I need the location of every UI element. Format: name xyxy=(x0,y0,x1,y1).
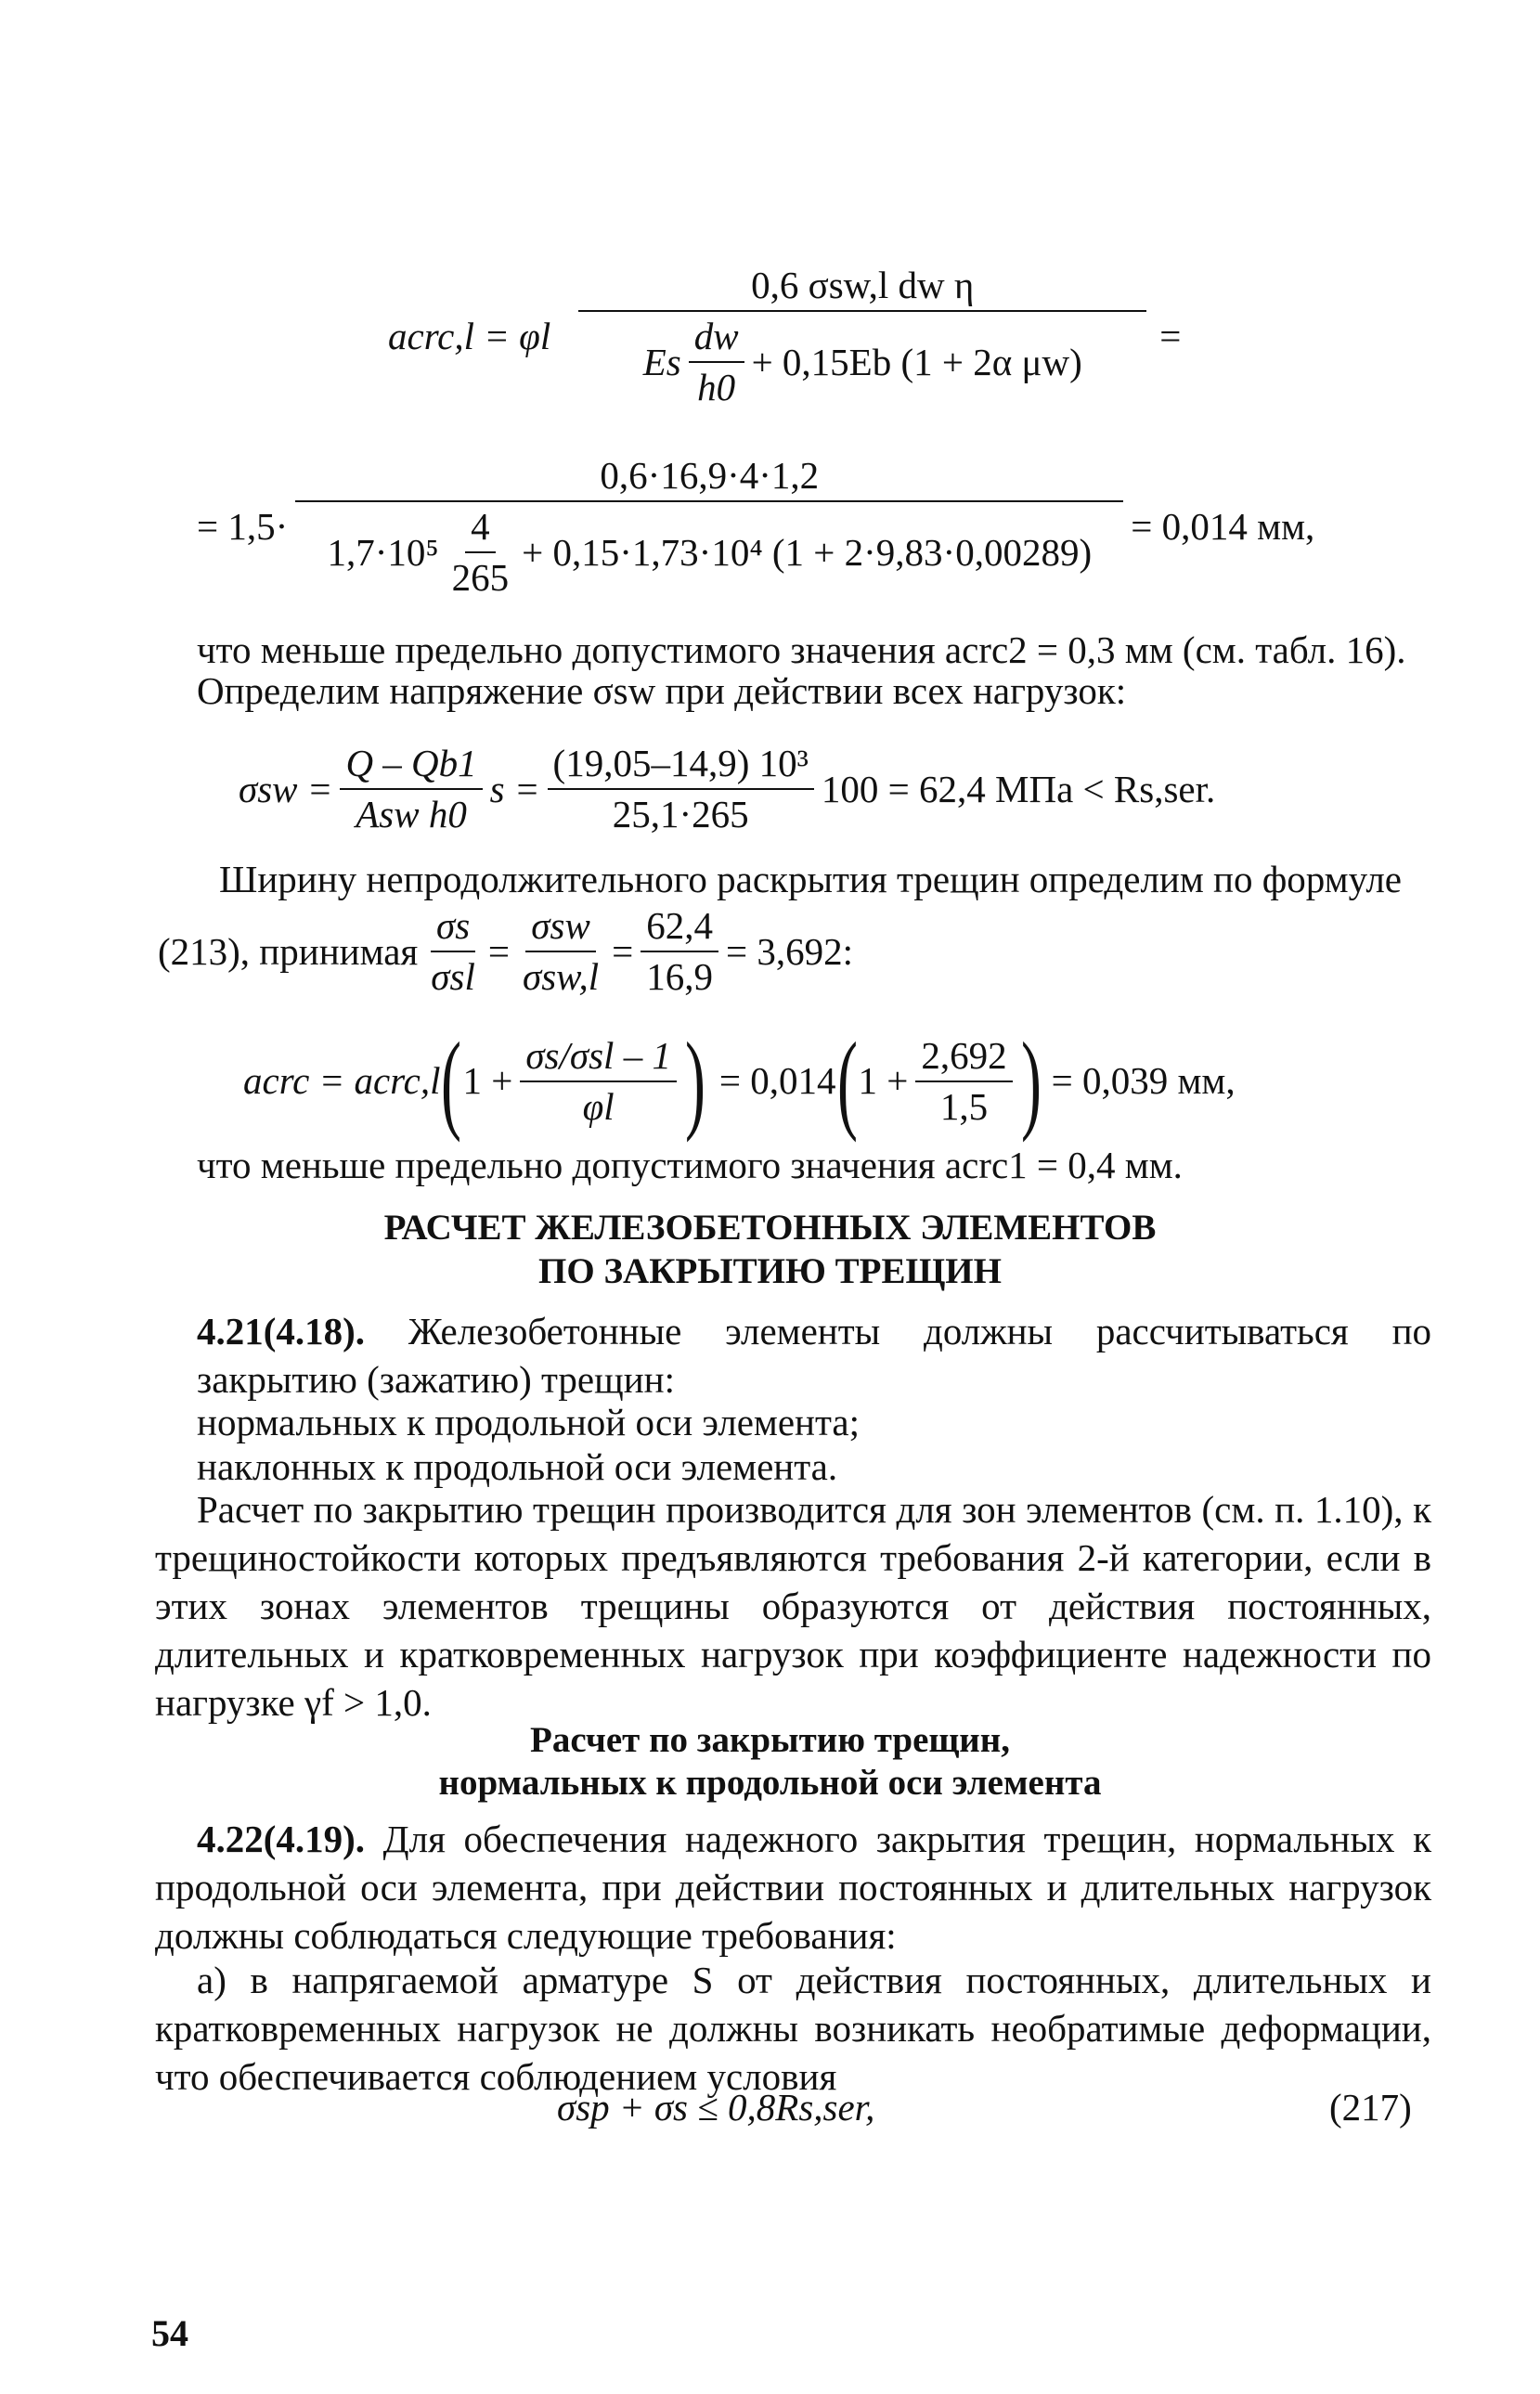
paragraph-text: Для обеспечения надежного закрытия трещин, нормальных к продольной оси элемента, при действии постоянных и длительных нагрузок должны соблюдаться следующие требования: xyxy=(155,1818,1432,1957)
fraction-denominator: 25,1·265 xyxy=(612,793,749,836)
formula-rhs: = 0,039 мм, xyxy=(1051,1059,1236,1103)
paragraph-4-21 xyxy=(197,1307,1431,1404)
left-paren: ( xyxy=(836,1019,858,1143)
formula-lhs: σsw = xyxy=(239,767,333,810)
subsection-heading-line2: нормальных к продольной оси элемента xyxy=(438,1763,1102,1803)
formula-217: σsp + σs ≤ 0,8Rs,ser, xyxy=(557,2086,875,2129)
paragraph-text: а) в напрягаемой арматуре S от действия постоянных, длительных и кратковременных нагрузок не должны возникать необратимые деформации, что обеспечивается соблюдением условия xyxy=(155,1959,1431,2098)
inner-fraction xyxy=(446,506,515,599)
formula-lhs: acrc = acrc,l xyxy=(243,1059,441,1103)
formula-rhs: = xyxy=(1159,315,1182,358)
inner-numerator: dw xyxy=(689,316,744,363)
paragraph-a xyxy=(155,1956,1431,2101)
text-line: что меньше предельно допустимого значения acrc2 = 0,3 мм (см. табл. 16). xyxy=(197,628,1406,671)
formula-rhs: = 0,014 мм, xyxy=(1131,505,1315,549)
paragraph-4-22 xyxy=(155,1815,1431,1960)
formula-number: (217) xyxy=(1329,2086,1412,2129)
fraction-denominator: Asw h0 xyxy=(356,793,467,836)
formula-ratio xyxy=(158,905,853,998)
inner-denominator: 265 xyxy=(451,556,510,600)
page-number: 54 xyxy=(151,2312,188,2354)
fraction-numerator: 0,6·16,9·4·1,2 xyxy=(295,455,1123,502)
formula-lead: (213), принимая xyxy=(158,929,419,973)
fraction-numerator: 0,6 σsw,l dw η xyxy=(578,265,1146,312)
fraction-numerator: σsw xyxy=(525,905,596,952)
fraction-numerator: σs/σsl – 1 xyxy=(520,1035,677,1082)
fraction-numerator: σs xyxy=(431,905,475,952)
formula-acrc-l xyxy=(388,265,1181,408)
formula-fraction-1 xyxy=(340,743,482,835)
clause-number: 4.22(4.19). xyxy=(197,1818,366,1860)
paren-content: 1 + xyxy=(462,1059,513,1103)
fraction-denominator xyxy=(321,502,1097,599)
fraction-denominator: 1,5 xyxy=(939,1085,989,1128)
fraction-denominator: 16,9 xyxy=(646,955,713,999)
text-line: Определим напряжение σsw при действии всех нагрузок: xyxy=(197,669,1127,712)
subsection-heading-line1: Расчет по закрытию трещин, xyxy=(530,1720,1010,1760)
section-heading-line1: РАСЧЕТ ЖЕЛЕЗОБЕТОННЫХ ЭЛЕМЕНТОВ xyxy=(383,1208,1157,1248)
formula-mid: = 0,014 xyxy=(718,1059,836,1103)
formula-lhs: = 1,5· xyxy=(197,505,289,549)
formula-rhs: 100 = 62,4 МПа < Rs,ser. xyxy=(821,767,1216,810)
formula-fraction-1 xyxy=(425,905,481,998)
left-paren: ( xyxy=(441,1019,462,1143)
formula-acrc xyxy=(243,1019,1236,1143)
paren-content: 1 + xyxy=(858,1059,909,1103)
den-right: + 0,15Eb (1 + 2α μw) xyxy=(751,340,1082,383)
fraction-numerator: (19,05–14,9) 10³ xyxy=(548,743,814,790)
inner-denominator: h0 xyxy=(697,366,736,409)
formula-eq: = xyxy=(612,929,634,973)
formula-lhs: acrc,l = φl xyxy=(388,315,551,358)
formula-fraction-2 xyxy=(517,905,604,998)
fraction-denominator: φl xyxy=(582,1085,615,1128)
formula-fraction-3 xyxy=(641,905,718,998)
formula-sigma-sw xyxy=(239,743,1215,835)
formula-numeric xyxy=(197,455,1314,599)
formula-mid: s = xyxy=(489,767,540,810)
section-heading-line2: ПО ЗАКРЫТИЮ ТРЕЩИН xyxy=(538,1251,1002,1291)
formula-fraction-2 xyxy=(915,1035,1012,1128)
fraction-denominator: σsw,l xyxy=(523,955,600,999)
right-paren: ) xyxy=(684,1019,705,1143)
formula-fraction xyxy=(295,455,1123,599)
text-line: нормальных к продольной оси элемента; xyxy=(197,1401,860,1443)
fraction-denominator xyxy=(638,312,1088,408)
fraction-numerator: Q – Qb1 xyxy=(340,743,482,790)
fraction-numerator: 62,4 xyxy=(641,905,718,952)
fraction-numerator: 2,692 xyxy=(915,1035,1012,1082)
paragraph-text: Железобетонные элементы должны рассчитываться по закрытию (зажатию) трещин: xyxy=(197,1310,1432,1401)
fraction-denominator: σsl xyxy=(431,955,475,999)
inner-numerator: 4 xyxy=(465,506,496,553)
formula-eq: = xyxy=(487,929,510,973)
text-line: Ширину непродолжительного раскрытия трещин определим по формуле xyxy=(219,858,1402,900)
paragraph-text: Расчет по закрытию трещин производится для зон элементов (см. п. 1.10), к трещиностойкости которых предъявляются требования 2-й категории, если в этих зонах элементов трещины образуются от действия постоянных, длительных и кратковременных нагрузок при коэффициенте надежности по нагрузке γf > 1,0. xyxy=(155,1488,1431,1724)
inner-fraction xyxy=(689,316,744,408)
paragraph-calc xyxy=(155,1485,1431,1727)
text-line: наклонных к продольной оси элемента. xyxy=(197,1445,838,1488)
formula-fraction-1 xyxy=(520,1035,677,1128)
den-right: + 0,15·1,73·10⁴ (1 + 2·9,83·0,00289) xyxy=(522,530,1093,574)
formula-rhs: = 3,692: xyxy=(726,929,854,973)
formula-fraction xyxy=(578,265,1146,408)
text-line: что меньше предельно допустимого значения acrc1 = 0,4 мм. xyxy=(197,1144,1183,1186)
formula-fraction-2 xyxy=(548,743,814,835)
right-paren: ) xyxy=(1020,1019,1042,1143)
den-left: 1,7·10⁵ xyxy=(327,530,439,574)
clause-number: 4.21(4.18). xyxy=(197,1310,366,1352)
den-left: Es xyxy=(642,340,681,383)
